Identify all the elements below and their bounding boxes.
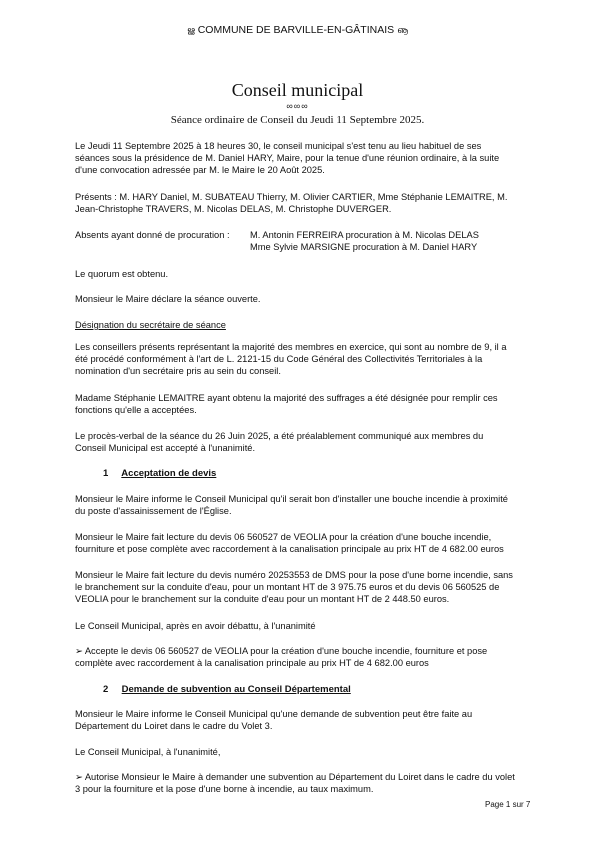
section-2-heading bbox=[103, 684, 351, 695]
presents-paragraph: Présents : M. HARY Daniel, M. SUBATEAU Thierry, M. Olivier CARTIER, Mme Stéphanie LEMAITRE, M. Jean-Christophe TRAVERS, M. Nicolas DELAS, M. Christophe DUVERGER. bbox=[75, 192, 508, 214]
section-2-paragraph-1: Monsieur le Maire informe le Conseil Municipal qu'une demande de subvention peut être faite au Département du Loiret dans le cadre du Volet 3. bbox=[75, 709, 473, 731]
right-ornament-icon: ൡ bbox=[397, 25, 408, 35]
quorum-text: Le quorum est obtenu. bbox=[75, 269, 169, 279]
absent-line: Mme Sylvie MARSIGNE procuration à M. Daniel HARY bbox=[250, 242, 478, 252]
secretary-paragraph-2: Madame Stéphanie LEMAITRE ayant obtenu la majorité des suffrages a été désignée pour remplir ces fonctions qu'elle a acceptées. bbox=[75, 393, 498, 415]
section-title: Demande de subvention au Conseil Départemental bbox=[121, 684, 351, 695]
section-1-paragraph-1: Monsieur le Maire informe le Conseil Municipal qu'il serait bon d'installer une bouche incendie à proximité du poste d'assainissement de l'Église. bbox=[75, 494, 508, 516]
absent-line: M. Antonin FERREIRA procuration à M. Nicolas DELAS bbox=[250, 230, 479, 240]
commune-header bbox=[0, 24, 595, 36]
section-1-paragraph-2: Monsieur le Maire fait lecture du devis 06 560527 de VEOLIA pour la création d'une bouche incendie, fourniture et pose complète avec raccordement à la canalisation principale au prix HT de 4 682.00 euros bbox=[75, 532, 504, 554]
section-2-decision: ➢ Autorise Monsieur le Maire à demander une subvention au Département du Loiret dans le cadre du volet 3 pour la fourniture et la pose d'une borne à incendie, au taux maximum. bbox=[75, 772, 515, 794]
section-number: 1 bbox=[103, 468, 109, 479]
title-ornament-icon: ∞∞∞ bbox=[286, 101, 309, 111]
section-1-paragraph-3: Monsieur le Maire fait lecture du devis numéro 20253553 de DMS pour la pose d'une borne incendie, sans le branchement sur la conduite d'eau, pour un montant HT de 3 975.75 euros et du devis 06 560525 de VEOLIA pour le branchement sur la conduite d'eau pour un montant HT de 2 448.50 euros. bbox=[75, 570, 513, 604]
opening-text: Monsieur le Maire déclare la séance ouverte. bbox=[75, 294, 261, 304]
intro-paragraph: Le Jeudi 11 Septembre 2025 à 18 heures 30, le conseil municipal s'est tenu au lieu habituel de ses séances sous la présidence de M. Daniel HARY, Maire, pour la tenue d'une réunion ordinaire, à la suite d'une convocation adressée par M. le Maire le 20 Août 2025. bbox=[75, 141, 500, 175]
left-ornament-icon: ൠ bbox=[187, 25, 195, 35]
secretary-heading: Désignation du secrétaire de séance bbox=[75, 320, 226, 330]
section-1-heading bbox=[103, 468, 216, 479]
section-1-decision: ➢ Accepte le devis 06 560527 de VEOLIA pour la création d'une bouche incendie, fourniture et pose complète avec raccordement à la canalisation principale au prix HT de 4 682.00 euros bbox=[75, 646, 488, 668]
section-1-paragraph-4: Le Conseil Municipal, après en avoir débattu, à l'unanimité bbox=[75, 621, 316, 631]
secretary-paragraph-3: Le procès-verbal de la séance du 26 Juin 2025, a été préalablement communiqué aux membres du Conseil Municipal est accepté à l'unanimité. bbox=[75, 431, 484, 453]
secretary-paragraph-1: Les conseillers présents représentant la majorité des membres en exercice, qui sont au nombre de 9, il a été procédé conformément à l'art de L. 2121-15 du Code Général des Collectivités Territoriales à la nomination d'un secrétaire pris au sein du conseil. bbox=[75, 342, 507, 376]
commune-name: COMMUNE DE BARVILLE-EN-GÂTINAIS bbox=[197, 24, 395, 36]
page-number: Page 1 sur 7 bbox=[485, 800, 531, 809]
session-subtitle: Séance ordinaire de Conseil du Jeudi 11 Septembre 2025. bbox=[170, 114, 425, 126]
section-2-paragraph-2: Le Conseil Municipal, à l'unanimité, bbox=[75, 747, 221, 757]
section-number: 2 bbox=[103, 684, 109, 695]
section-title: Acceptation de devis bbox=[121, 468, 217, 479]
page-title: Conseil municipal bbox=[231, 80, 364, 100]
absents-label: Absents ayant donné de procuration : bbox=[75, 230, 230, 240]
